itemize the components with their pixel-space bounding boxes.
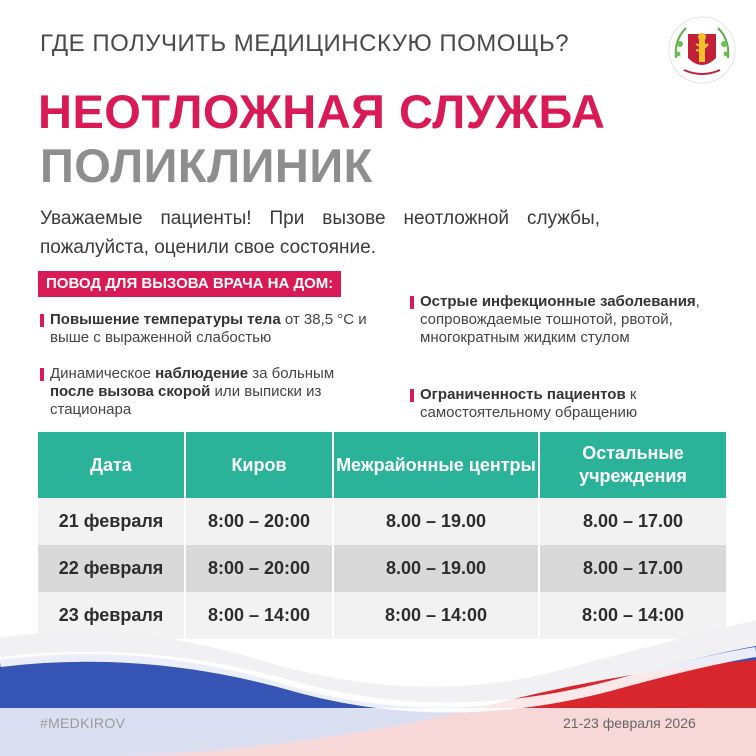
- page-kicker: ГДЕ ПОЛУЧИТЬ МЕДИЦИНСКУЮ ПОМОЩЬ?: [40, 30, 570, 57]
- table-cell: 22 февраля: [38, 545, 186, 592]
- table-cell: 8.00 – 19.00: [334, 545, 540, 592]
- reason-text: Динамическое: [50, 365, 156, 382]
- reason-bold: Ограниченность пациентов: [420, 386, 626, 403]
- intro-text: Уважаемые пациенты! При вызове неотложной службы, пожалуйста, оценили свое состояние.: [40, 208, 600, 258]
- table-cell: 8:00 – 20:00: [186, 545, 334, 592]
- reason-text: , сопровождаемые тошнотой, рвотой, многократным жидким стулом: [420, 293, 700, 346]
- date-range: 21-23 февраля 2026: [563, 715, 696, 731]
- reason-text: или выписки из стационара: [50, 383, 322, 418]
- table-header-cell: Межрайонные центры: [334, 432, 540, 498]
- reason-bold: Повышение температуры тела: [50, 311, 281, 328]
- table-row: [38, 498, 726, 545]
- reason-item-limited-mobility: [410, 386, 720, 422]
- reason-bold: наблюдение: [155, 365, 249, 382]
- page-title-line2: ПОЛИКЛИНИК: [40, 139, 373, 192]
- table-cell: 23 февраля: [38, 592, 186, 639]
- table-header-cell: Остальные учреждения: [579, 443, 687, 486]
- table-row: [38, 545, 726, 592]
- hashtag: #MEDKIROV: [40, 715, 126, 731]
- table-cell: 8.00 – 17.00: [582, 558, 684, 578]
- table-header-cell: Киров: [186, 432, 334, 498]
- page-title-line1: НЕОТЛОЖНАЯ СЛУЖБА: [38, 85, 606, 138]
- reason-text: от 38,5 °C и выше с выраженной слабостью: [50, 311, 367, 346]
- reason-badge: ПОВОД ДЛЯ ВЫЗОВА ВРАЧА НА ДОМ:: [38, 271, 341, 297]
- reason-text: к самостоятельному обращению: [420, 386, 638, 421]
- reason-item-temperature: [40, 311, 400, 347]
- table-cell: 8:00 – 14:00: [186, 592, 334, 639]
- table-cell: 8:00 – 20:00: [186, 498, 334, 545]
- table-cell: 8:00 – 14:00: [334, 592, 540, 639]
- reason-text: за больным: [248, 365, 335, 382]
- table-cell: 8.00 – 19.00: [334, 498, 540, 545]
- reason-bold: после вызова скорой: [50, 383, 211, 400]
- reason-item-infection: [410, 293, 720, 347]
- table-header-cell: Дата: [38, 432, 186, 498]
- flag-ribbon-decoration: [0, 600, 756, 756]
- table-header-row: [38, 432, 726, 498]
- table-cell: 8:00 – 14:00: [540, 592, 726, 639]
- table-cell: 21 февраля: [38, 498, 186, 545]
- reason-item-observation: [40, 365, 380, 419]
- ministry-emblem-icon: [666, 14, 738, 86]
- table-cell: 8.00 – 17.00: [540, 498, 726, 545]
- reason-bold: Острые инфекционные заболевания: [420, 293, 696, 310]
